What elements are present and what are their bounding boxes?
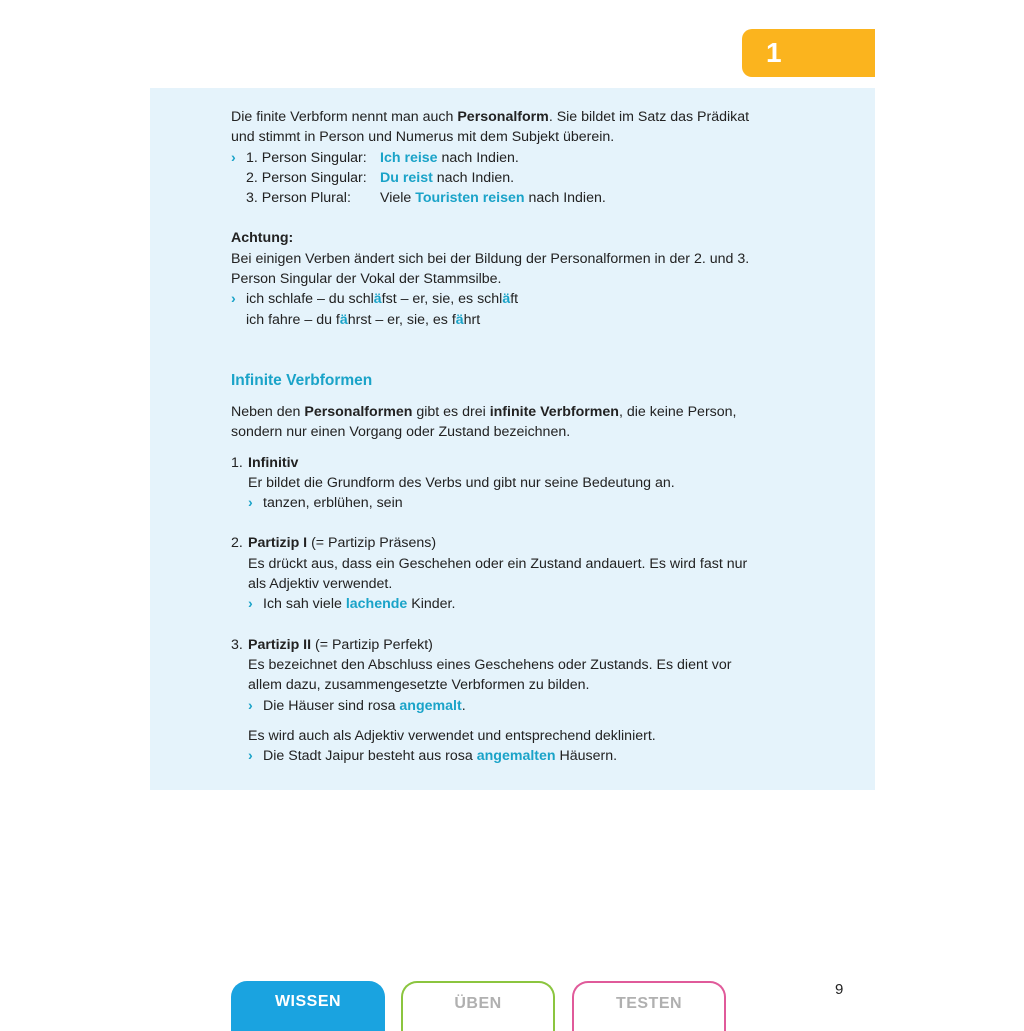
- section-heading: Infinite Verbformen: [231, 371, 373, 389]
- example-row: 3. Person Plural: Viele Touristen reisen nach Indien.: [246, 190, 606, 207]
- example-row: › 1. Person Singular: Ich reise nach Indien.: [231, 148, 751, 168]
- arrow-icon: ›: [231, 149, 236, 166]
- page-number: 9: [835, 981, 844, 998]
- achtung-example-2: ich fahre – du fährst – er, sie, es fährt: [246, 311, 481, 328]
- list-item-partizip-1: 2. Partizip I (= Partizip Präsens) Es drückt aus, dass ein Geschehen oder ein Zustand andauert. Es wird fast nur als Adjektiv verwendet. › Ich sah viele lachende Kinder.: [231, 533, 751, 614]
- achtung-example-1: › ich schlafe – du schläfst – er, sie, es schläft: [231, 289, 751, 309]
- arrow-icon: ›: [248, 596, 253, 613]
- achtung-title: Achtung:: [231, 230, 294, 247]
- content-box: [150, 88, 875, 790]
- intro-paragraph: Die finite Verbform nennt man auch Personalform. Sie bildet im Satz das Prädikat und stimmt in Person und Numerus mit dem Subjekt überein.: [231, 109, 750, 146]
- arrow-icon: ›: [231, 291, 236, 308]
- example-row: 2. Person Singular: Du reist nach Indien.: [246, 169, 515, 186]
- infinite-intro: Neben den Personalformen gibt es drei infinite Verbformen, die keine Person, sondern nur einen Vorgang oder Zustand bezeichnen.: [231, 403, 737, 441]
- arrow-icon: ›: [248, 697, 253, 714]
- chapter-number-tab: 1: [742, 29, 875, 77]
- arrow-icon: ›: [248, 748, 253, 765]
- tab-testen[interactable]: TESTEN: [572, 981, 726, 1031]
- arrow-icon: ›: [248, 495, 253, 512]
- tab-wissen[interactable]: WISSEN: [231, 981, 385, 1031]
- tab-ueben[interactable]: ÜBEN: [401, 981, 555, 1031]
- achtung-text: Bei einigen Verben ändert sich bei der Bildung der Personalformen in der 2. und 3. Person Singular der Vokal der Stammsilbe.: [231, 250, 750, 288]
- list-item-partizip-2: 3. Partizip II (= Partizip Perfekt) Es bezeichnet den Abschluss eines Geschehens oder Zustands. Es dient vor allem dazu, zusammengesetzte Verbformen zu bilden. › Die Häuser sind rosa angemalt. Es wird auch als Adjektiv verwendet und entsprechend dekliniert. › Die Stadt Jaipur besteht aus rosa angemalten Häusern.: [231, 635, 751, 767]
- content-inner: [231, 107, 751, 766]
- list-item-infinitiv: 1. Infinitiv Er bildet die Grundform des Verbs und gibt nur seine Bedeutung an. › tanzen, erblühen, sein: [231, 453, 751, 514]
